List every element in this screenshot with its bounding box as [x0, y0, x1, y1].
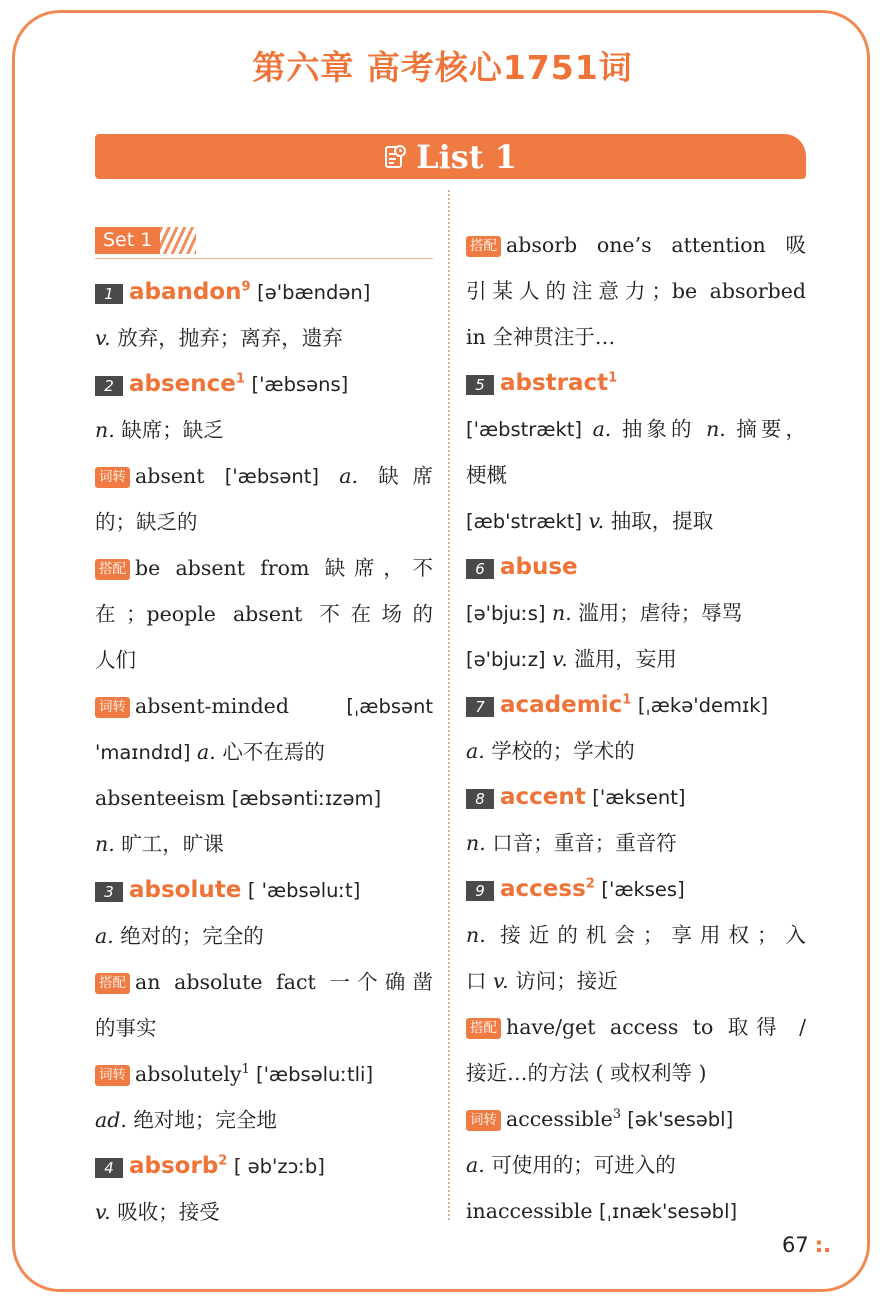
- definition-line: a. 可使用的；可进入的: [466, 1153, 676, 1177]
- derivation-line: 词转 absent-minded [ˌæbsənt: [95, 683, 433, 729]
- headword: absolute: [129, 877, 242, 903]
- headword: absorb$^2$: [129, 1153, 228, 1179]
- text-line: 接近…的方法 ( 或权利等 ): [466, 1061, 707, 1085]
- entry-headword: [466, 774, 806, 820]
- phonetic: [ˌækə'demɪk]: [637, 694, 769, 717]
- definition-line: a. 学校的；学术的: [466, 739, 635, 763]
- derivation-line: 词转 accessible$^3$ [ək'sesəbl]: [466, 1096, 806, 1142]
- set-header: [95, 222, 433, 259]
- chapter-title: 第六章 高考核心1751词: [252, 48, 633, 87]
- entry-headword: [466, 544, 806, 590]
- entry-number: 6: [466, 559, 494, 579]
- phonetic: [ əb'zɔːb]: [233, 1155, 325, 1178]
- derive-tag: 词转: [466, 1110, 501, 1131]
- entry-number: 9: [466, 881, 494, 901]
- headword: academic$^1$: [500, 692, 632, 718]
- entry-headword: [466, 866, 806, 912]
- phonetic: ['æksent]: [592, 786, 686, 809]
- definition-line: v. 吸收；接受: [95, 1200, 220, 1224]
- definition-line: n. 口音；重音；重音符: [466, 831, 677, 855]
- derivation-line: 词转 absolutely$^1$ ['æbsəluːtli]: [95, 1051, 433, 1097]
- headword: accent: [500, 784, 586, 810]
- headword: access$^2$: [500, 876, 595, 902]
- collocation-tag: 搭配: [95, 973, 130, 994]
- left-column: [95, 222, 433, 1235]
- entry-number: 8: [466, 789, 494, 809]
- collocation-line: 搭配 an absolute fact 一个确凿: [95, 959, 433, 1005]
- derive-tag: 词转: [95, 1065, 130, 1086]
- definition-line: ad. 绝对地；完全地: [95, 1108, 277, 1132]
- entry-number: 7: [466, 697, 494, 717]
- text-line: 人们: [95, 648, 136, 672]
- entry-headword: [95, 361, 433, 407]
- definition-line: n. 缺席；缺乏: [95, 418, 224, 442]
- text-line: 的；缺乏的: [95, 510, 198, 534]
- definition-line: ['æbstrækt] a. 抽象的 n. 摘要，: [466, 417, 806, 441]
- entry-headword: [466, 360, 806, 406]
- phonetic: ['ækses]: [601, 878, 685, 901]
- column-divider: [448, 190, 450, 1220]
- entry-headword: [95, 867, 433, 913]
- set-label: Set 1: [95, 227, 160, 254]
- page-number: 67 :.: [782, 1233, 832, 1257]
- definition-line: n. 接近的机会；享用权；入: [466, 923, 806, 947]
- derivation-line: 词转 absent ['æbsənt] a. 缺席: [95, 453, 433, 499]
- entry-number: 3: [95, 882, 123, 902]
- text-line: inaccessible [ˌɪnæk'sesəbl]: [466, 1199, 738, 1223]
- set-stripes-decoration: [160, 227, 196, 254]
- phonetic: [ə'bændən]: [257, 281, 371, 304]
- entry-number: 4: [95, 1158, 123, 1178]
- entry-headword: [466, 682, 806, 728]
- text-line: 引某人的注意力；be absorbed: [466, 279, 806, 303]
- text-line: 梗概: [466, 463, 507, 487]
- collocation-tag: 搭配: [466, 1018, 501, 1039]
- text-line: 在；people absent 不在场的: [95, 602, 433, 626]
- text-line: absenteeism [æbsəntiːɪzəm]: [95, 786, 382, 810]
- collocation-line: 搭配 absorb one’s attention 吸: [466, 222, 806, 268]
- definition-line: v. 放弃，抛弃；离弃，遗弃: [95, 326, 343, 350]
- definition-line: a. 绝对的；完全的: [95, 924, 264, 948]
- entry-headword: [95, 1143, 433, 1189]
- right-column: [466, 222, 806, 1234]
- entry-headword: [95, 269, 433, 315]
- collocation-tag: 搭配: [95, 559, 130, 580]
- phonetic: [ 'æbsəluːt]: [247, 879, 361, 902]
- definition-line: [æb'strækt] v. 抽取，提取: [466, 509, 714, 533]
- phonetic: ['æbsəns]: [251, 373, 349, 396]
- list-header-bar: [95, 134, 806, 179]
- text-line: 'maɪndɪd] a. 心不在焉的: [95, 740, 325, 764]
- headword: absence$^1$: [129, 371, 245, 397]
- definition-line: n. 旷工，旷课: [95, 832, 224, 856]
- text-line: 口 v. 访问；接近: [466, 969, 618, 993]
- entry-number: 2: [95, 376, 123, 396]
- entry-number: 1: [95, 284, 123, 304]
- entry-number: 5: [466, 375, 494, 395]
- headword: abandon$^9$: [129, 279, 251, 305]
- collocation-line: 搭配 be absent from 缺席，不: [95, 545, 433, 591]
- text-line: in 全神贯注于…: [466, 325, 616, 349]
- list-title: List 1: [416, 137, 517, 176]
- text-line: 的事实: [95, 1016, 157, 1040]
- collocation-tag: 搭配: [466, 236, 501, 257]
- derive-tag: 词转: [95, 467, 130, 488]
- headword: abstract$^1$: [500, 370, 618, 396]
- definition-line: [ə'bjuːz] v. 滥用，妄用: [466, 647, 677, 671]
- derive-tag: 词转: [95, 697, 130, 718]
- definition-line: [ə'bjuːs] n. 滥用；虐待；辱骂: [466, 601, 743, 625]
- page-mark: :.: [814, 1233, 832, 1257]
- document-list-icon: [384, 144, 406, 170]
- collocation-line: 搭配 have/get access to 取得 /: [466, 1004, 806, 1050]
- headword: abuse: [500, 554, 578, 580]
